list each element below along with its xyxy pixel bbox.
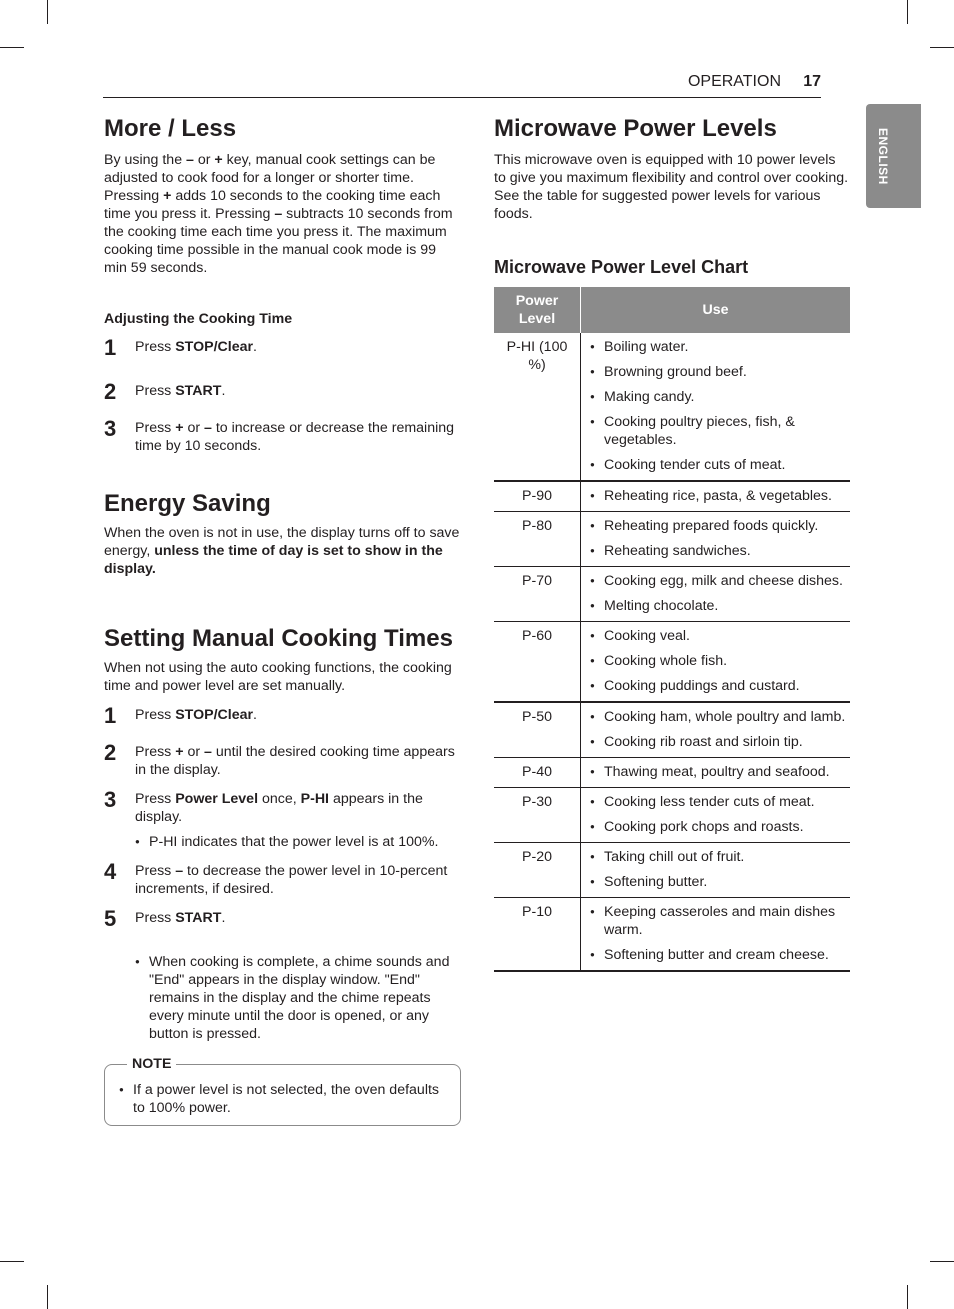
table-row <box>494 898 850 972</box>
step-text: . <box>221 910 226 926</box>
section-name: OPERATION <box>687 73 781 90</box>
table-row <box>494 481 850 512</box>
crop-mark <box>47 1285 48 1309</box>
plus-key: + <box>175 744 184 760</box>
table-row <box>494 788 850 843</box>
step-text: Press <box>135 744 176 760</box>
step-text: or <box>183 744 205 760</box>
use-item: ● Making candy. <box>590 388 850 406</box>
step-text: once, <box>258 791 301 807</box>
step-number: 3 <box>104 416 117 441</box>
use-item: ● Keeping casseroles and main dishes warm. <box>590 903 850 939</box>
use-cell <box>581 333 851 481</box>
use-cell <box>581 758 851 788</box>
use-item: ● Melting chocolate. <box>590 597 850 615</box>
power-level-cell: P-40 <box>494 758 581 788</box>
step-text: to increase or decrease the remaining time by 10 seconds. <box>135 420 455 454</box>
energy-saving-body <box>104 524 461 578</box>
list-item: ● P-HI indicates that the power level is at 100%. <box>135 833 461 851</box>
text: subtracts 10 seconds from the cooking time each time you press it. The maximum cooking time possible in the manual cook mode is 99 min 59 seconds. <box>104 206 453 276</box>
manual-cooking-intro: When not using the auto cooking functions, the cooking time and power level are set manually. <box>104 660 452 694</box>
manual-step-2 <box>104 740 461 779</box>
page-number: 17 <box>803 73 821 90</box>
step-text: Press <box>135 420 176 436</box>
use-item: ● Cooking egg, milk and cheese dishes. <box>590 572 850 590</box>
step-text: until the desired cooking time appears in the display. <box>135 744 455 778</box>
crop-mark <box>47 0 48 24</box>
power-level-cell: P-90 <box>494 481 581 512</box>
energy-saving-title: Energy Saving <box>104 490 271 517</box>
note-box <box>104 1056 461 1126</box>
step-text: to decrease the power level in 10-percent increments, if desired. <box>135 863 448 897</box>
crop-mark <box>907 1285 908 1309</box>
table-row <box>494 843 850 898</box>
text: When the oven is not in use, the display turns off to save energy, <box>104 525 460 559</box>
step-text: Press <box>135 383 176 399</box>
use-item: ● Boiling water. <box>590 338 850 356</box>
power-level-cell: P-50 <box>494 702 581 758</box>
adjusting-subheading: Adjusting the Cooking Time <box>104 311 293 327</box>
minus-key: – <box>204 420 212 436</box>
plus-key: + <box>163 188 172 204</box>
manual-cooking-title: Setting Manual Cooking Times <box>104 625 453 652</box>
step-number: 2 <box>104 379 117 404</box>
use-item: ● Cooking veal. <box>590 627 850 645</box>
manual-step-4 <box>104 859 461 898</box>
power-level-cell: P-HI (100 %) <box>494 333 581 481</box>
use-item: ● Reheating prepared foods quickly. <box>590 517 850 535</box>
note-item: ● If a power level is not selected, the oven defaults to 100% power. <box>119 1081 446 1117</box>
start-key: START <box>175 910 222 926</box>
language-tab-label: ENGLISH <box>876 128 890 185</box>
p-hi-label: P-HI <box>300 791 329 807</box>
text: adds 10 seconds to the cooking time each time you press it. Pressing <box>104 188 441 222</box>
use-item: ● Softening butter and cream cheese. <box>590 946 850 964</box>
step-number: 2 <box>104 740 117 765</box>
step-text: Press <box>135 910 176 926</box>
use-item: ● Reheating sandwiches. <box>590 542 850 560</box>
more-less-body <box>104 151 461 277</box>
text-bold: unless the time of day is set to show in the display. <box>104 543 443 577</box>
manual-step-1 <box>104 703 461 732</box>
start-key: START <box>175 383 222 399</box>
step-number: 5 <box>104 906 117 931</box>
step-number: 1 <box>104 335 117 360</box>
minus-key: – <box>186 152 194 168</box>
table-row <box>494 512 850 567</box>
step-text: Press <box>135 863 176 879</box>
adjust-step-3 <box>104 416 461 455</box>
power-level-cell: P-60 <box>494 622 581 703</box>
stop-clear-key: STOP/Clear <box>175 707 254 723</box>
page-header <box>103 71 821 98</box>
use-item: ● Softening butter. <box>590 873 850 891</box>
minus-key: – <box>274 206 283 222</box>
text: key, manual cook settings can be adjusted to cook food for a longer or shorter time. Pressing <box>104 152 436 204</box>
use-cell <box>581 567 851 622</box>
table-row <box>494 622 850 703</box>
use-item: ● Cooking tender cuts of meat. <box>590 456 850 474</box>
power-level-key: Power Level <box>175 791 259 807</box>
adjust-step-1 <box>104 335 461 364</box>
more-less-title: More / Less <box>104 115 237 142</box>
use-item: ● Browning ground beef. <box>590 363 850 381</box>
power-levels-title: Microwave Power Levels <box>494 115 777 142</box>
power-level-cell: P-10 <box>494 898 581 972</box>
note-title: NOTE <box>127 1055 176 1073</box>
use-item: ● Taking chill out of fruit. <box>590 848 850 866</box>
crop-mark <box>0 47 24 48</box>
step-text: . <box>253 339 257 355</box>
language-tab <box>866 104 921 208</box>
step-text: Press <box>135 707 176 723</box>
use-cell <box>581 898 851 972</box>
manual-step-3 <box>104 787 461 851</box>
use-item: ● Cooking rib roast and sirloin tip. <box>590 733 850 751</box>
power-level-cell: P-80 <box>494 512 581 567</box>
use-item: ● Cooking whole fish. <box>590 652 850 670</box>
crop-mark <box>930 1261 954 1262</box>
power-chart-title: Microwave Power Level Chart <box>494 257 749 277</box>
use-item: ● Cooking less tender cuts of meat. <box>590 793 850 811</box>
use-cell <box>581 843 851 898</box>
use-cell <box>581 788 851 843</box>
table-row <box>494 702 850 758</box>
step-number: 3 <box>104 787 117 812</box>
power-level-cell: P-70 <box>494 567 581 622</box>
use-item: ● Cooking poultry pieces, fish, & vegetables. <box>590 413 850 449</box>
step-text: appears in the display. <box>135 791 423 825</box>
use-item: ● Cooking ham, whole poultry and lamb. <box>590 708 850 726</box>
manual-step-5 <box>104 906 461 935</box>
list-item: ● When cooking is complete, a chime sounds and "End" appears in the display window. "End" remains in the display and the chime repeats every minute until the door is opened, or any button is pressed. <box>135 953 461 1043</box>
step-text: . <box>253 707 257 723</box>
minus-key: – <box>204 744 212 760</box>
step-number: 1 <box>104 703 117 728</box>
right-column <box>494 112 851 972</box>
use-cell <box>581 512 851 567</box>
adjust-step-2 <box>104 379 461 408</box>
manual-cooking-section <box>104 622 461 1043</box>
use-item: ● Cooking pork chops and roasts. <box>590 818 850 836</box>
crop-mark <box>930 47 954 48</box>
minus-key: – <box>175 863 184 879</box>
power-levels-intro: This microwave oven is equipped with 10 power levels to give you maximum flexibility and control over cooking. See the table for suggested power levels for various foods. <box>494 152 849 222</box>
energy-saving-section <box>104 487 461 578</box>
left-column <box>104 112 461 1126</box>
column-header-use: Use <box>581 287 851 333</box>
text: or <box>193 152 215 168</box>
stop-clear-key: STOP/Clear <box>175 339 254 355</box>
step-text: . <box>221 383 226 399</box>
plus-key: + <box>214 152 223 168</box>
table-row <box>494 567 850 622</box>
power-level-cell: P-20 <box>494 843 581 898</box>
use-cell <box>581 702 851 758</box>
use-item: ● Reheating rice, pasta, & vegetables. <box>590 487 850 505</box>
more-less-section <box>104 112 461 455</box>
step-number: 4 <box>104 859 117 884</box>
power-level-table <box>494 287 850 972</box>
table-row <box>494 333 850 481</box>
crop-mark <box>907 0 908 24</box>
step-text: or <box>183 420 205 436</box>
table-row <box>494 758 850 788</box>
use-cell <box>581 622 851 703</box>
power-level-cell: P-30 <box>494 788 581 843</box>
use-item: ● Cooking puddings and custard. <box>590 677 850 695</box>
column-header-power-level: Power Level <box>494 287 581 333</box>
text: By using the <box>104 152 187 168</box>
plus-key: + <box>175 420 184 436</box>
crop-mark <box>0 1261 24 1262</box>
use-cell <box>581 481 851 512</box>
step-text: Press <box>135 339 176 355</box>
use-item: ● Thawing meat, poultry and seafood. <box>590 763 850 781</box>
table-header-row <box>494 287 850 333</box>
step-text: Press <box>135 791 176 807</box>
